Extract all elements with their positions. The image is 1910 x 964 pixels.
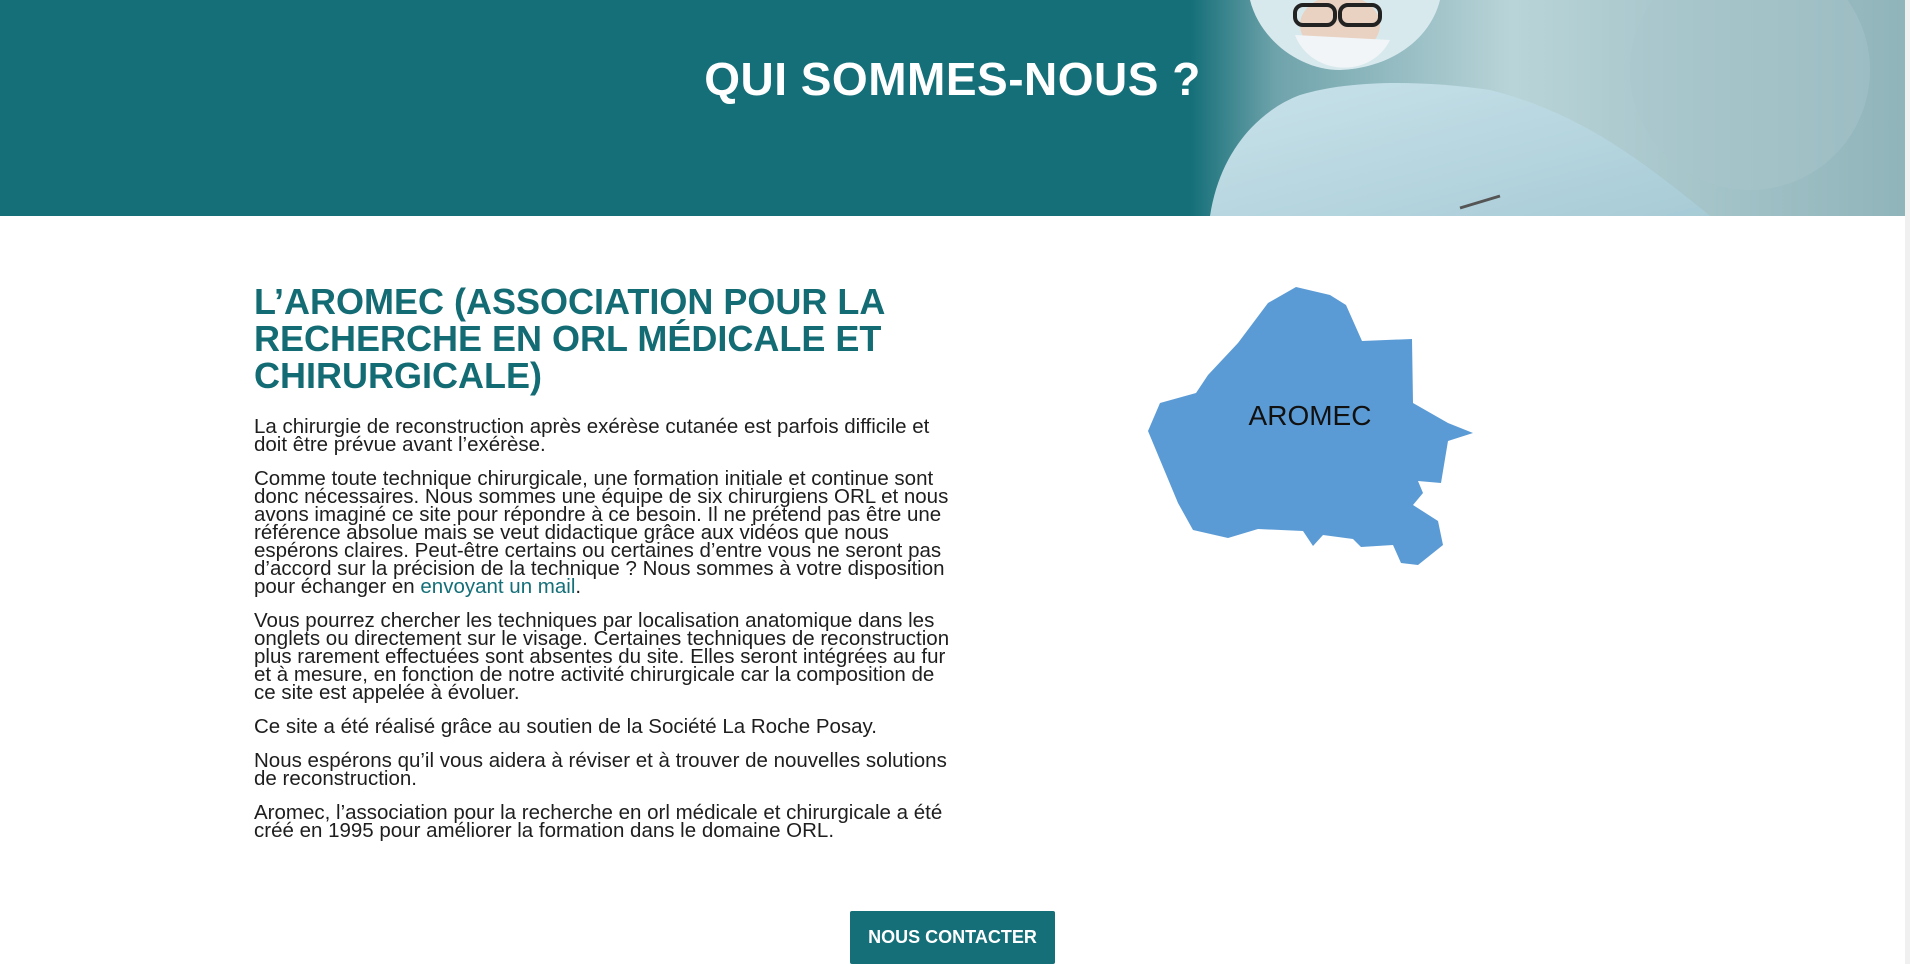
scrollbar[interactable] (1905, 0, 1910, 964)
surgeon-photo (1190, 0, 1905, 216)
hope-paragraph: Nous espérons qu’il vous aidera à réviser et à trouver de nouvelles solutions de reconstruction. (254, 749, 947, 790)
section-heading: L’AROMEC (ASSOCIATION POUR LA RECHERCHE EN ORL MÉDICALE ET CHIRURGICALE) (254, 281, 884, 396)
history-paragraph: Aromec, l’association pour la recherche en orl médicale et chirurgicale a été créé en 1995 pour améliorer la formation dans le domaine ORL. (254, 801, 943, 842)
team-text: Comme toute technique chirurgicale, une formation initiale et continue sont donc nécessaires. Nous sommes une équipe de six chirurgiens ORL et nous avons imaginé ce site pour répondre à ce besoin. Il ne prétend pas être une référence absolue mais se veut didactique grâce aux vidéos que nous espérons claires. Peut-être certains ou certaines d’entre vous ne seront pas d’accord sur la précision de la technique ? Nous sommes à votre disposition pour échanger en (254, 467, 949, 598)
team-text-end: . (575, 575, 582, 598)
hero-banner (0, 0, 1905, 216)
about-section (254, 283, 954, 856)
map-label: AROMEC (1248, 400, 1372, 431)
intro-paragraph: La chirurgie de reconstruction après exérèse cutanée est parfois difficile et doit être prévue avant l’exérèse. (254, 415, 930, 456)
sponsor-paragraph: Ce site a été réalisé grâce au soutien de la Société La Roche Posay. (254, 715, 877, 738)
aromec-map (1148, 283, 1488, 583)
team-paragraph (254, 467, 954, 598)
mail-link[interactable]: envoyant un mail (420, 575, 576, 598)
search-paragraph: Vous pourrez chercher les techniques par localisation anatomique dans les onglets ou directement sur le visage. Certaines techniques de reconstruction plus rarement effectuées sont absentes du site. Elles seront intégrées au fur et à mesure, en fonction de notre activité chirurgicale car la composition de ce site est appelée à évoluer. (254, 609, 950, 704)
contact-button[interactable]: NOUS CONTACTER (850, 911, 1055, 964)
page-title: QUI SOMMES-NOUS ? (704, 53, 1201, 105)
